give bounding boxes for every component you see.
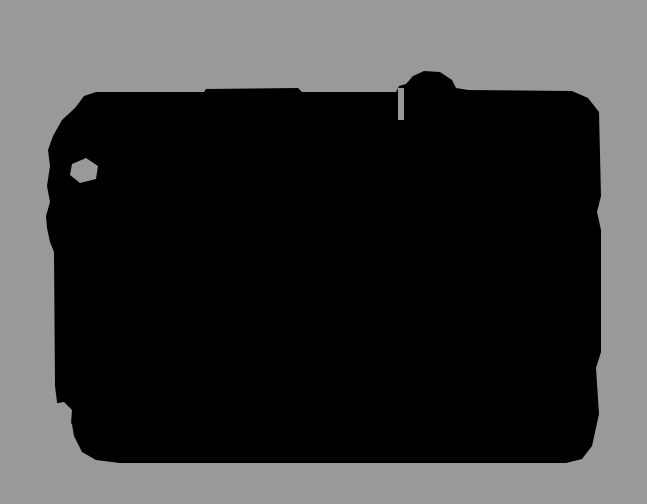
- top-gap-path: [398, 88, 404, 120]
- camera-body-shape: [46, 71, 601, 463]
- camera-body-path: [46, 71, 601, 463]
